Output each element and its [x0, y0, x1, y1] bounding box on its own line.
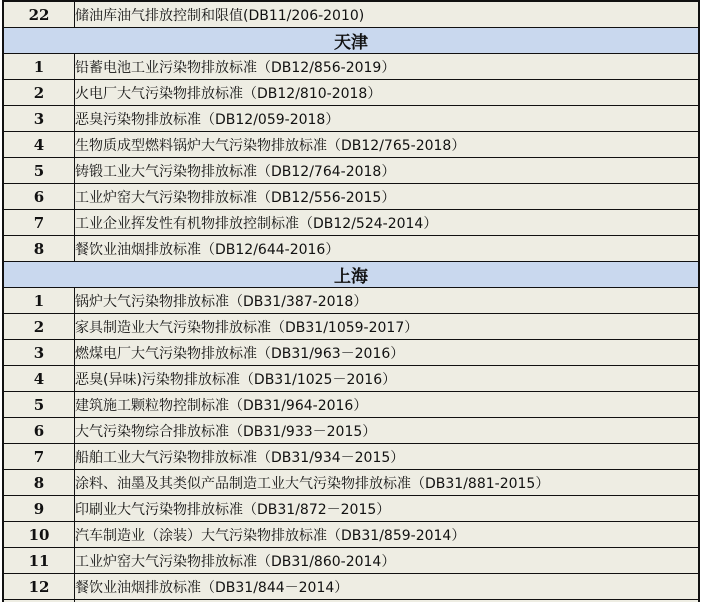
- standard-name: 恶臭污染物排放标准（DB12/059-2018）: [75, 106, 700, 132]
- table-row: [3, 496, 699, 522]
- standard-name: 铅蓄电池工业污染物排放标准（DB12/856-2019）: [75, 54, 700, 80]
- row-number: 8: [3, 470, 75, 496]
- table-row: [3, 392, 699, 418]
- row-number: 10: [3, 522, 75, 548]
- standard-name: 工业炉窑大气污染物排放标准（DB31/860-2014）: [75, 548, 700, 574]
- section-header-tianjin: [3, 28, 699, 54]
- standard-name: 汽车制造业（涂装）大气污染物排放标准（DB31/859-2014）: [75, 522, 700, 548]
- table-row: [3, 1, 699, 28]
- row-number: 7: [3, 444, 75, 470]
- table-row: [3, 418, 699, 444]
- section-header-shanghai: [3, 262, 699, 288]
- table-row: [3, 548, 699, 574]
- standard-name: 建筑施工颗粒物控制标准（DB31/964-2016）: [75, 392, 700, 418]
- table-row: [3, 470, 699, 496]
- row-number: 9: [3, 496, 75, 522]
- standard-name: 大气污染物综合排放标准（DB31/933－2015）: [75, 418, 700, 444]
- row-number: 1: [3, 54, 75, 80]
- standard-name: 生物质成型燃料锅炉大气污染物排放标准（DB12/765-2018）: [75, 132, 700, 158]
- table-row: [3, 80, 699, 106]
- table-row: [3, 54, 699, 80]
- standard-name: 恶臭(异味)污染物排放标准（DB31/1025－2016）: [75, 366, 700, 392]
- standard-name: 家具制造业大气污染物排放标准（DB31/1059-2017）: [75, 314, 700, 340]
- standard-name: 铸锻工业大气污染物排放标准（DB12/764-2018）: [75, 158, 700, 184]
- row-number: 12: [3, 574, 75, 600]
- standard-name: 餐饮业油烟排放标准（DB31/844－2014）: [75, 574, 700, 600]
- section-title: 天津: [3, 28, 699, 54]
- table-row: [3, 340, 699, 366]
- standard-name: 餐饮业油烟排放标准（DB12/644-2016）: [75, 236, 700, 262]
- row-number: 6: [3, 184, 75, 210]
- row-number: 7: [3, 210, 75, 236]
- row-number: 6: [3, 418, 75, 444]
- table-row: [3, 444, 699, 470]
- table-row: [3, 288, 699, 314]
- table-row: [3, 132, 699, 158]
- table-row: [3, 236, 699, 262]
- standard-name: 船舶工业大气污染物排放标准（DB31/934－2015）: [75, 444, 700, 470]
- table-row: [3, 366, 699, 392]
- standard-name: 涂料、油墨及其类似产品制造工业大气污染物排放标准（DB31/881-2015）: [75, 470, 700, 496]
- row-number: 3: [3, 340, 75, 366]
- table-row: [3, 106, 699, 132]
- row-number: 22: [3, 1, 75, 28]
- row-number: 2: [3, 80, 75, 106]
- table-row: [3, 314, 699, 340]
- row-number: 11: [3, 548, 75, 574]
- standard-name: 火电厂大气污染物排放标准（DB12/810-2018）: [75, 80, 700, 106]
- standards-table: [2, 0, 700, 602]
- standard-name: 工业企业挥发性有机物排放控制标准（DB12/524-2014）: [75, 210, 700, 236]
- row-number: 5: [3, 392, 75, 418]
- section-title: 上海: [3, 262, 699, 288]
- table-row: [3, 574, 699, 600]
- row-number: 3: [3, 106, 75, 132]
- row-number: 2: [3, 314, 75, 340]
- standard-name: 储油库油气排放控制和限值(DB11/206-2010): [75, 1, 700, 28]
- row-number: 8: [3, 236, 75, 262]
- row-number: 5: [3, 158, 75, 184]
- row-number: 1: [3, 288, 75, 314]
- table-row: [3, 210, 699, 236]
- standard-name: 燃煤电厂大气污染物排放标准（DB31/963－2016）: [75, 340, 700, 366]
- table-row: [3, 184, 699, 210]
- standard-name: 印刷业大气污染物排放标准（DB31/872－2015）: [75, 496, 700, 522]
- standard-name: 锅炉大气污染物排放标准（DB31/387-2018）: [75, 288, 700, 314]
- table-row: [3, 158, 699, 184]
- standard-name: 工业炉窑大气污染物排放标准（DB12/556-2015）: [75, 184, 700, 210]
- table-row: [3, 522, 699, 548]
- row-number: 4: [3, 132, 75, 158]
- row-number: 4: [3, 366, 75, 392]
